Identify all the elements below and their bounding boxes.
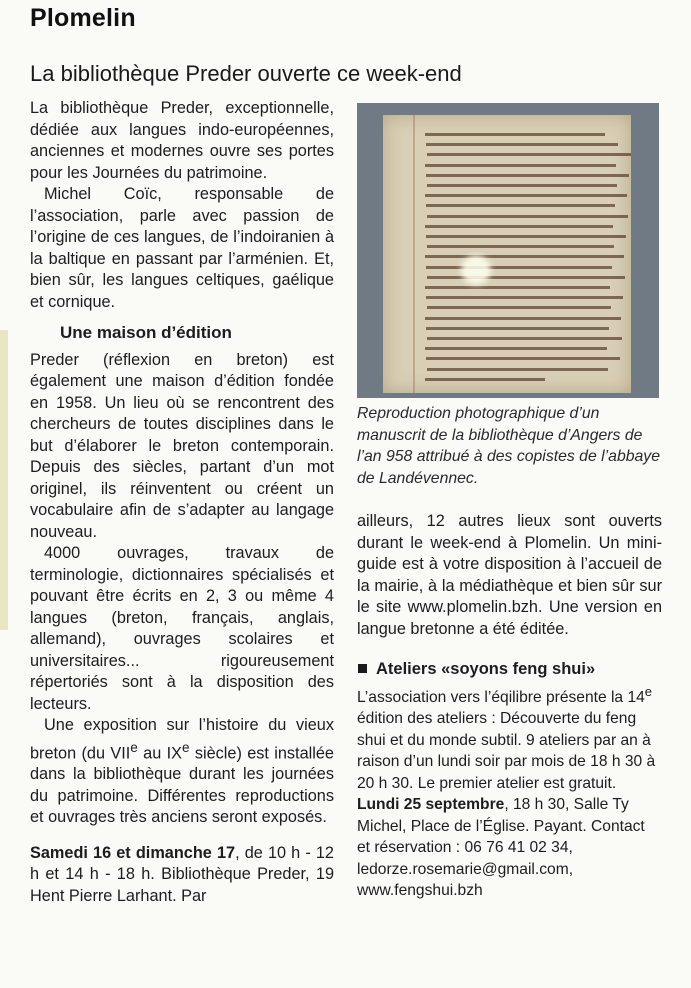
intro-paragraph-2: Michel Coïc, responsable de l’association, parle avec passion de l’origine de ces langues, de l’indoiranien à la baltique en passant par l’arménien. Et, bien sûr, les langues celtiques, gaélique et cornique. xyxy=(30,185,334,311)
manuscript-text-line xyxy=(426,327,609,330)
manuscript-text-line xyxy=(425,225,613,228)
manuscript-text-line xyxy=(427,306,611,309)
event-dates: Samedi 16 et dimanche 17, de 10 h - 12 h et 14 h - 18 h. Bibliothèque Preder, 19 Hent Pierre Larhant. Par xyxy=(30,843,334,905)
manuscript-text-line xyxy=(427,215,628,218)
page-edge-shadow xyxy=(0,330,8,630)
article-headline: La bibliothèque Preder ouverte ce week-end xyxy=(30,61,462,86)
manuscript-text-line xyxy=(427,276,625,279)
manuscript-text-line xyxy=(425,347,607,350)
bullet-square-icon xyxy=(358,664,367,673)
manuscript-text-line xyxy=(425,255,624,258)
ateliers-paragraph: L’association vers l’éqilibre présente la 14e édition des ateliers : Découverte du feng shui et du monde subtil. 9 ateliers par an à raison d’un lundi soir par mois de 18 h 30 à 20 h 30. Le premier atelier est gratuit. xyxy=(357,683,656,792)
manuscript-text-line xyxy=(425,286,610,289)
manuscript-text-line xyxy=(427,184,617,187)
manuscript-text-line xyxy=(426,235,626,238)
manuscript-text-line xyxy=(426,174,629,177)
intro-paragraph-1: La bibliothèque Preder, exceptionnelle, dédiée aux langues indo-européennes, anciennes et modernes ouvre ses portes pour les Journées du patrimoine. xyxy=(30,99,334,182)
manuscript-text-line xyxy=(427,368,608,371)
manuscript-text-line xyxy=(425,317,621,320)
manuscript-text-line xyxy=(426,296,623,299)
manuscript-text-line xyxy=(425,378,545,381)
photo-caption: Reproduction photographique d’un manuscrit de la bibliothèque d’Angers de l’an 958 attribué à des copistes de l’abbaye de Landévennec. xyxy=(357,405,660,487)
section-title: Plomelin xyxy=(30,4,136,32)
manuscript-text-line xyxy=(427,337,622,340)
manuscript-photo xyxy=(357,103,659,398)
edition-paragraph-3: Une exposition sur l’histoire du vieux breton (du VIIe au IXe siècle) est installée dans la bibliothèque durant les journées du patrimoine. Différentes reproductions et ouvrages très anciens seront exposés. xyxy=(30,716,334,827)
continuation-paragraph: ailleurs, 12 autres lieux sont ouverts durant le week-end à Plomelin. Un mini-guide est à votre disposition à l’accueil de la mairie, à la médiathèque et bien sûr sur le site www.plomelin.bzh. Une version en langue bretonne a été éditée. xyxy=(357,512,662,638)
manuscript-text-line xyxy=(425,164,616,167)
edition-paragraph-1: Preder (réflexion en breton) est également une maison d’édition fondée en 1958. Un lieu où se rencontrent des chercheurs de toutes disciplines dans le but d’élaborer le breton contemporain. Depuis des siècles, partant d’un mot originel, ils réinventent ou créent un vocabulaire afin de s’adapter au langage nouveau. xyxy=(30,350,334,541)
manuscript-text-line xyxy=(426,357,620,360)
manuscript-page xyxy=(383,115,631,393)
manuscript-text-line xyxy=(427,153,631,156)
manuscript-text-line xyxy=(427,245,614,248)
left-column xyxy=(30,98,334,907)
subheading: Une maison d’édition xyxy=(60,323,232,342)
ateliers-contact: Lundi 25 septembre, 18 h 30, Salle Ty Michel, Place de l’Église. Payant. Contact et réservation : 06 76 41 02 34, ledorze.rosemarie@gmail.com, www.fengshui.bzh xyxy=(357,796,645,900)
manuscript-text-line xyxy=(425,194,627,197)
manuscript-text-line xyxy=(426,204,615,207)
manuscript-text-line xyxy=(426,266,612,269)
ateliers-heading: Ateliers «soyons feng shui» xyxy=(357,659,662,681)
right-column xyxy=(357,511,662,902)
manuscript-text-line xyxy=(426,143,618,146)
manuscript-text-line xyxy=(425,133,605,136)
edition-paragraph-2: 4000 ouvrages, travaux de terminologie, dictionnaires spécialisés et pouvant être écrits en 2, 3 ou même 4 langues (breton, français, anglais, allemand), ouvrages scolaires et universitaires... rigoureusement répertoriés sont à la disposition des lecteurs. xyxy=(30,544,334,713)
